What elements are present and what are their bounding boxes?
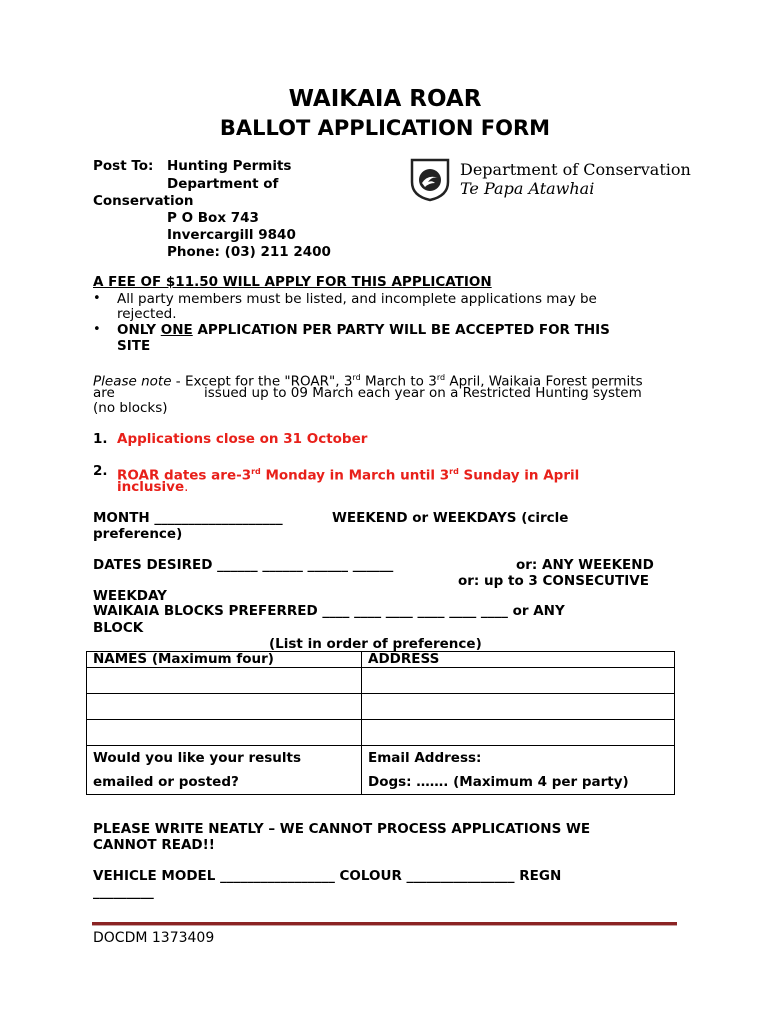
table-row[interactable] xyxy=(87,720,675,746)
logo-name: Department of Conservation xyxy=(460,160,691,179)
item-2-sup-2: rd xyxy=(449,467,459,476)
doc-fern-logo-icon xyxy=(408,156,452,202)
address-line-1: Hunting Permits xyxy=(167,158,292,174)
address-cell[interactable] xyxy=(362,668,675,694)
item-2-period: . xyxy=(184,479,189,495)
note-line-3: (no blocks) xyxy=(93,400,168,416)
address-header: ADDRESS xyxy=(362,652,675,668)
vehicle-field[interactable]: VEHICLE MODEL _________________ COLOUR ________________ REGN xyxy=(93,868,562,884)
address-line-2a: Department of xyxy=(167,176,279,192)
document-id: DOCDM 1373409 xyxy=(93,930,215,946)
address-cell[interactable] xyxy=(362,720,675,746)
address-line-5: Phone: (03) 211 2400 xyxy=(167,244,331,260)
item-2-text-a: ROAR dates are-3 xyxy=(117,467,252,484)
table-row[interactable] xyxy=(87,694,675,720)
bullet-1-line-1: All party members must be listed, and incomplete applications may be xyxy=(117,291,597,307)
name-cell[interactable] xyxy=(87,668,362,694)
item-2-text-c: Sunday in April xyxy=(458,467,580,484)
item-2-number: 2. xyxy=(93,463,108,479)
note-line-2b: issued up to 09 March each year on a Restricted Hunting system xyxy=(204,385,642,401)
doc-logo xyxy=(408,156,454,204)
logo-maori-name: Te Papa Atawhai xyxy=(460,179,595,198)
bullet-2-pre: ONLY xyxy=(117,322,161,338)
bullet-2-line-1 xyxy=(117,322,610,339)
dogs-label: Dogs: ……. (Maximum 4 per party) xyxy=(368,774,629,790)
note-label: Please note xyxy=(93,373,172,390)
item-1-text: Applications close on 31 October xyxy=(117,431,368,447)
page-subtitle: BALLOT APPLICATION FORM xyxy=(219,116,551,140)
name-cell[interactable] xyxy=(87,694,362,720)
bullet-icon: • xyxy=(93,322,101,337)
post-to-label: Post To: xyxy=(93,158,154,174)
any-weekend-option: or: ANY WEEKEND xyxy=(516,557,654,573)
month-field[interactable]: MONTH ___________________ xyxy=(93,510,283,526)
note-text-2: March to 3 xyxy=(360,373,437,390)
note-sup-1: rd xyxy=(352,373,361,382)
name-cell[interactable] xyxy=(87,720,362,746)
bullet-1-line-2: rejected. xyxy=(117,306,177,322)
item-1-number: 1. xyxy=(93,431,108,447)
footer-divider xyxy=(92,922,677,926)
item-2-text-b: Monday in March until 3 xyxy=(260,467,450,484)
item-2-inclusive: inclusive xyxy=(117,479,185,495)
names-header: NAMES (Maximum four) xyxy=(87,652,362,668)
results-row xyxy=(87,746,675,795)
item-2-sup-1: rd xyxy=(251,467,261,476)
fee-notice: A FEE OF $11.50 WILL APPLY FOR THIS APPLICATION xyxy=(93,274,492,290)
bullet-2-line-2: SITE xyxy=(117,338,151,354)
table-row[interactable] xyxy=(87,668,675,694)
weekday-label: WEEKDAY xyxy=(93,588,167,604)
preference-label: preference) xyxy=(93,526,183,542)
email-dogs-cell[interactable] xyxy=(362,746,675,795)
note-text-1: - Except for the "ROAR", 3 xyxy=(171,373,353,390)
address-line-3: P O Box 743 xyxy=(167,210,259,226)
address-cell[interactable] xyxy=(362,694,675,720)
table-header-row xyxy=(87,652,675,668)
vehicle-field-line-2[interactable]: _________ xyxy=(93,884,154,900)
email-address-label: Email Address: xyxy=(368,750,482,766)
bullet-2-one: ONE xyxy=(160,322,193,338)
names-address-table xyxy=(86,651,675,795)
list-order-note: (List in order of preference) xyxy=(269,636,482,652)
item-2-line-2 xyxy=(117,479,188,496)
blocks-preferred-field[interactable]: WAIKAIA BLOCKS PREFERRED ____ ____ ____ ____ ____ ____ or ANY xyxy=(93,603,565,619)
note-text-3: April, Waikaia Forest permits xyxy=(445,373,643,390)
weekend-or-weekdays-label: WEEKEND or WEEKDAYS (circle xyxy=(332,510,569,526)
bullet-2-post: APPLICATION PER PARTY WILL BE ACCEPTED FOR THIS xyxy=(192,322,610,338)
results-question-2: emailed or posted? xyxy=(93,774,239,790)
page-title: WAIKAIA ROAR xyxy=(288,86,482,112)
bullet-icon: • xyxy=(93,291,101,306)
write-neatly-line-2: CANNOT READ!! xyxy=(93,837,215,853)
note-line-2a: are xyxy=(93,385,115,401)
results-question-cell xyxy=(87,746,362,795)
write-neatly-line-1: PLEASE WRITE NEATLY – WE CANNOT PROCESS APPLICATIONS WE xyxy=(93,821,591,837)
address-line-4: Invercargill 9840 xyxy=(167,227,296,243)
consecutive-option: or: up to 3 CONSECUTIVE xyxy=(458,573,649,589)
dates-desired-field[interactable]: DATES DESIRED ______ ______ ______ ______ xyxy=(93,557,394,573)
address-line-2b: Conservation xyxy=(93,193,194,209)
results-question-1: Would you like your results xyxy=(93,750,302,766)
block-label: BLOCK xyxy=(93,620,144,636)
note-sup-2: rd xyxy=(436,373,446,382)
